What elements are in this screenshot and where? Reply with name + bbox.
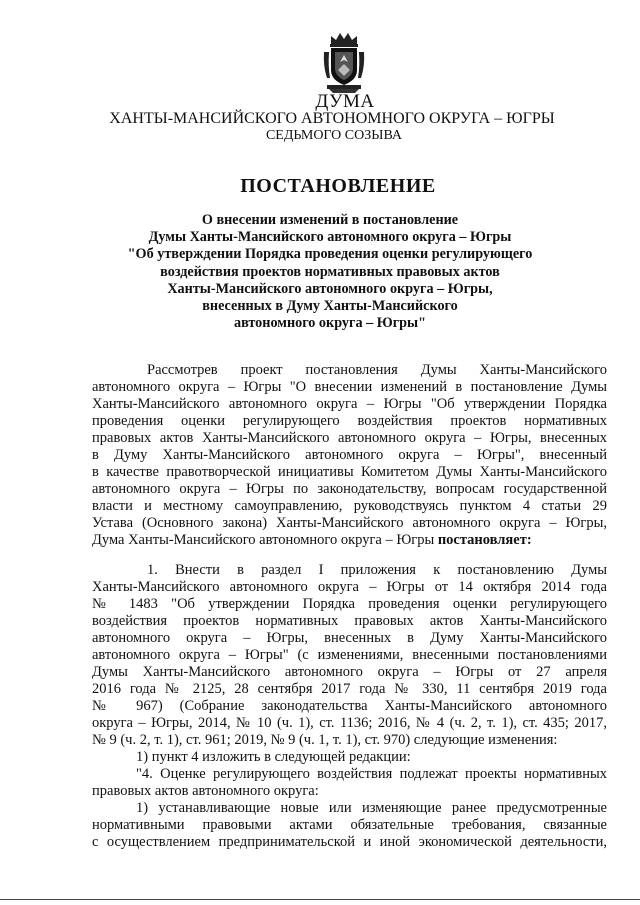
text-line: Устава (Основного закона) Ханты-Мансийского автономного округа – Югры, — [92, 515, 607, 531]
subject-line: воздействия проектов нормативных правовых актов — [160, 263, 500, 280]
document-subject — [90, 212, 570, 332]
text-line: 2016 года № 2125, 28 сентября 2017 года № 330, 11 сентября 2019 года — [92, 681, 607, 697]
subject-line: Ханты-Мансийского автономного округа – Югры, — [167, 280, 493, 297]
item-1-paragraph — [92, 562, 607, 851]
text-line: в Думу Ханты-Мансийского автономного округа – Югры", внесенный — [92, 447, 607, 463]
organization-name: ДУМА — [315, 91, 375, 112]
page-bottom-rule — [0, 899, 640, 900]
text-line: 1. Внести в раздел I приложения к постановлению Думы — [147, 562, 607, 578]
quote-line: "4. Оценке регулирующего воздействия подлежат проекты нормативных — [136, 766, 607, 782]
subject-line: Думы Ханты-Мансийского автономного округа – Югры — [148, 229, 512, 246]
text-line: № 9 (ч. 2, т. 1), ст. 961; 2019, № 9 (ч. 1, т. 1), ст. 970) следующие изменения: — [92, 732, 558, 748]
sub-item-line: 1) устанавливающие новые или изменяющие ранее предусмотренные — [136, 800, 607, 816]
text-line: № 967) (Собрание законодательства Ханты-Мансийского автономного — [92, 698, 607, 714]
sub-item-line: нормативными правовыми актами обязательные требования, связанные — [92, 817, 607, 833]
text-line: воздействия проектов нормативных правовых актов Ханты-Мансийского — [92, 613, 607, 629]
text-line: Ханты-Мансийского автономного округа – Югры от 14 октября 2014 года — [92, 579, 607, 595]
text-line: автономного округа – Югры, внесенных в Думу Ханты-Мансийского — [92, 630, 607, 646]
text-line: автономного округа – Югры" (с изменениями, внесенными постановлениями — [92, 647, 607, 663]
subject-line: внесенных в Думу Ханты-Мансийского — [202, 298, 458, 315]
text-line: правовых актов Ханты-Мансийского автономного округа – Югры, внесенных — [92, 430, 607, 446]
sub-item-line: с осуществлением предпринимательской и иной экономической деятельности, — [92, 834, 607, 850]
text-line: Думы Ханты-Мансийского автономного округа – Югры от 27 апреля — [92, 664, 607, 680]
quote-line: правовых актов автономного округа: — [92, 783, 319, 799]
text-line: Рассмотрев проект постановления Думы Ханты-Мансийского — [147, 362, 607, 378]
preamble-last-text: Дума Ханты-Мансийского автономного округа – Югры — [92, 532, 438, 548]
text-line: в качестве правотворческой инициативы Комитетом Думы Ханты-Мансийского — [92, 464, 607, 480]
text-line: автономного округа – Югры по законодательству, вопросам государственной — [92, 481, 607, 497]
coat-of-arms-emblem — [323, 30, 365, 94]
subject-line: "Об утверждении Порядка проведения оценки регулирующего — [127, 246, 533, 263]
text-line: власти и местному самоуправлению, руководствуясь пунктом 4 статьи 29 — [92, 498, 607, 514]
resolves-keyword: постановляет: — [437, 532, 532, 548]
text-line: автономного округа – Югры "О внесении изменений в постановление Думы — [92, 379, 607, 395]
text-line: проведения оценки регулирующего воздействия проектов нормативных — [92, 413, 607, 429]
sub-item-heading: 1) пункт 4 изложить в следующей редакции: — [136, 749, 411, 765]
text-line: Ханты-Мансийского автономного округа – Югры "Об утверждении Порядка — [92, 396, 607, 412]
text-line — [92, 532, 607, 549]
text-line: округа – Югры, 2014, № 10 (ч. 1), ст. 1136; 2016, № 4 (ч. 2, т. 1), ст. 435; 2017, — [92, 715, 607, 731]
organization-region: ХАНТЫ-МАНСИЙСКОГО АВТОНОМНОГО ОКРУГА – ЮГРЫ — [109, 110, 555, 127]
subject-line: О внесении изменений в постановление — [201, 212, 459, 228]
text-line: № 1483 "Об утверждении Порядка проведения оценки регулирующего — [92, 596, 607, 612]
convocation: СЕДЬМОГО СОЗЫВА — [265, 128, 403, 143]
preamble-paragraph — [92, 362, 607, 549]
subject-line: автономного округа – Югры" — [234, 315, 426, 332]
document-type-title: ПОСТАНОВЛЕНИЕ — [240, 175, 436, 197]
